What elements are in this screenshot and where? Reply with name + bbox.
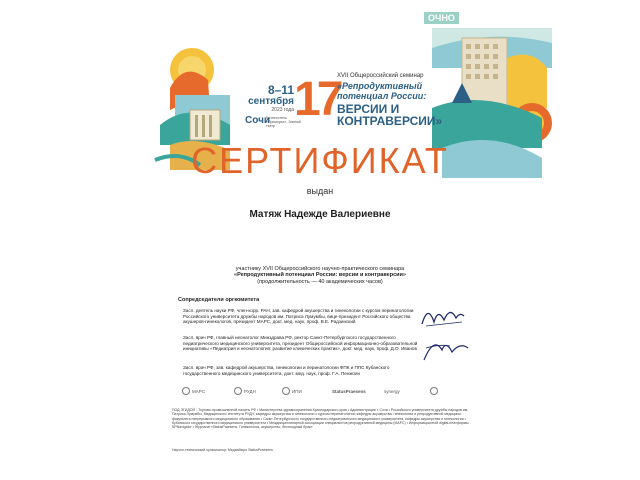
- rudn-logo-icon: [234, 387, 242, 395]
- participation-line2: «Репродуктивный потенциал России: версии и контраверсии»: [234, 272, 406, 279]
- signature-1: [418, 300, 468, 332]
- event-dates: [240, 84, 294, 114]
- chair-entry-radzinsky: Засл. деятель науки РФ, член-корр. РАН, зав. кафедрой акушерства и гинекологии с курсом перинатологии Российского университета дружбы народов им. Патриса Лумумбы, вице-президент Российского общества акушеров-гинекологов, президент МАРС, докт. мед. наук, проф. В.Е. Радзинский: [183, 308, 414, 325]
- ipi-logo-icon: [282, 387, 290, 395]
- event-title-line2: ВЕРСИИ И КОНТРАВЕРСИИ»: [337, 102, 443, 128]
- logo-statuspraesens: StatusPraesens: [332, 388, 366, 394]
- recipient-name: Матяж Надежде Валериевне: [249, 209, 391, 220]
- event-number-logo: 17: [294, 73, 340, 126]
- event-city: Сочи: [245, 115, 271, 126]
- participation-duration: (продолжительность — 40 академических часов): [257, 278, 383, 285]
- chair-entry-ivanov: Засл. врач РФ, главный неонатолог Минздрава РФ, ректор Санкт-Петербургского государственного педиатрического медицинского университета, президент Общероссийской информационно-образовательной инициативы «Педиатрия и неонатология: развитие клинических практик», докт. мед. наук, проф. Д.О. Иванов: [183, 335, 418, 352]
- partner-logos: [182, 384, 472, 400]
- participation-text: [200, 266, 440, 285]
- logo-mars: МАРС: [182, 384, 205, 398]
- event-venue: Бизнесотель «Приморье», Зимний театр: [266, 116, 301, 128]
- logo-rudn: РУДН: [234, 384, 256, 398]
- format-badge: ОЧНО: [424, 12, 459, 24]
- certificate-heading: СЕРТИФИКАТ: [191, 140, 449, 181]
- issued-label: выдан: [306, 186, 334, 196]
- footer-organizers: ПОД ЭГИДОЙ · Торгово-промышленной палаты РФ • Министерства здравоохранения Краснодарского края • Администрации г. Сочи • Российского университета дружбы народов им. Патриса Лумумбы, Медицинского института РУДН, кафедры акушерства и гинекологии с курсом перинатологии; кафедры акушерства, гинекологии и репродуктивной медицины факультета непрерывного медицинского образования • Санкт-Петербургского государственного педиатрического медицинского университета, кафедры акушерства и гинекологии • Кубанского государственного медицинского университета • Междисциплинарной ассоциации специалистов репродуктивной медицины (МАРС) • Информационной digital-платформы SPNavigator • Журнала «StatusPraesens. Гинекология, акушерство, бесплодный брак»: [172, 408, 469, 430]
- mars-logo-icon: [182, 387, 190, 395]
- logo-synergy: synergy: [384, 388, 400, 394]
- signature-2: [420, 330, 472, 366]
- logo-ipi: ИПИ: [282, 384, 302, 398]
- event-title-line1: «Репродуктивный потенциал России:: [337, 81, 427, 101]
- emblem-icon: [430, 387, 438, 395]
- seminar-label: XVII Общероссийский семинар: [337, 73, 424, 79]
- chair-entry-penzhoyan: Засл. врач РФ, зав. кафедрой акушерства, гинекологии и перинатологии ФПК и ППС Кубанского государственного медицинского университета, докт. мед. наук, проф. Г.А. Пенжоян: [183, 365, 390, 376]
- event-year: 2023 года: [271, 107, 294, 113]
- event-month: сентября: [248, 96, 294, 107]
- logo-emblem: [430, 384, 438, 398]
- footer-tech-organizer: Научно-технический организатор: Медиабюро StatusPraesens: [172, 448, 273, 452]
- participation-line1: участнику XVII Общероссийского научно-практического семинара: [235, 266, 405, 272]
- chairs-heading: Сопредседатели оргкомитета: [178, 297, 260, 303]
- event-days: 8–11: [267, 83, 294, 97]
